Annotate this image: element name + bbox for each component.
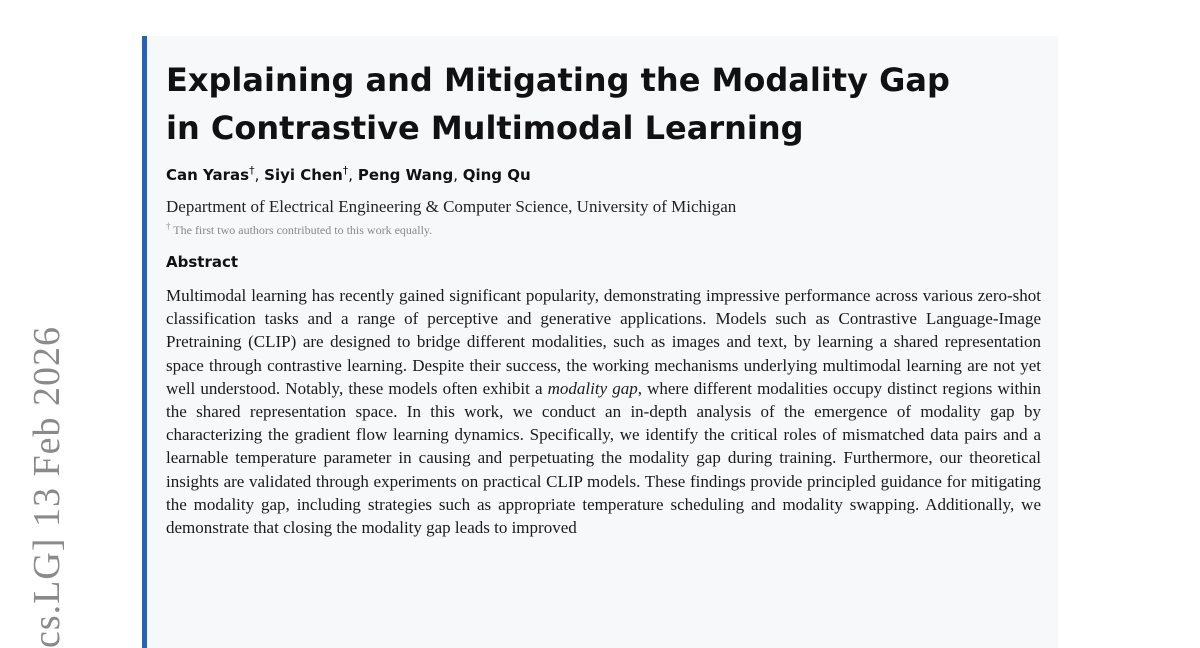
author-separator: , [348,166,358,184]
paper-header-panel [142,36,1058,648]
equal-contribution-footnote [166,222,1041,238]
abstract-emphasis: modality gap [547,378,638,398]
author-name: Qing Qu [462,166,531,184]
abstract-body [166,284,1041,539]
author-list [166,164,1041,186]
title-line-1: Explaining and Mitigating the Modality Gap [166,61,950,99]
abstract-heading: Abstract [166,253,239,271]
title-line-2: in Contrastive Multimodal Learning [166,109,804,147]
author-name: Can Yaras [166,166,250,184]
equal-contribution-mark: † [249,164,255,177]
footnote-mark: † [166,221,171,231]
paper-content [166,56,1041,556]
abstract-text-part-1: Multimodal learning has recently gained significant popularity, demonstrating impressive performance across various zero-shot classification tasks and a range of perceptive and generative applications. Models such as Contrastive Language-Image Pretraining (CLIP) are designed to bridge different modalities, such as images and text, by learning a shared representation space through contrastive learning. Despite their success, the working mechanisms underlying multimodal learning are not yet well understood. Notably, these models often exhibit a [166,286,1041,398]
abstract-text-part-2: , where different modalities occupy distinct regions within the shared representation space. In this work, we conduct an in-depth analysis of the emergence of modality gap by characterizing the gradient flow learning dynamics. Specifically, we identify the critical roles of mismatched data pairs and a learnable temperature parameter in causing and perpetuating the modality gap during training. Furthermore, our theoretical insights are validated through experiments on practical CLIP models. These findings provide principled guidance for mitigating the modality gap, including strategies such as appropriate temperature scheduling and modality swapping. Additionally, we demonstrate that closing the modality gap leads to improved [166,378,1041,538]
footnote-text: The first two authors contributed to this work equally. [170,223,433,237]
affiliation: Department of Electrical Engineering & Computer Science, University of Michigan [166,197,737,216]
author-separator: , [254,166,265,184]
author-name: Siyi Chen [264,166,343,184]
arxiv-side-stamp: cs.LG] 13 Feb 2026 [26,326,68,648]
equal-contribution-mark: † [342,164,349,177]
paper-title [166,56,1041,152]
author-name: Peng Wang [357,166,454,184]
author-separator: , [453,166,463,184]
